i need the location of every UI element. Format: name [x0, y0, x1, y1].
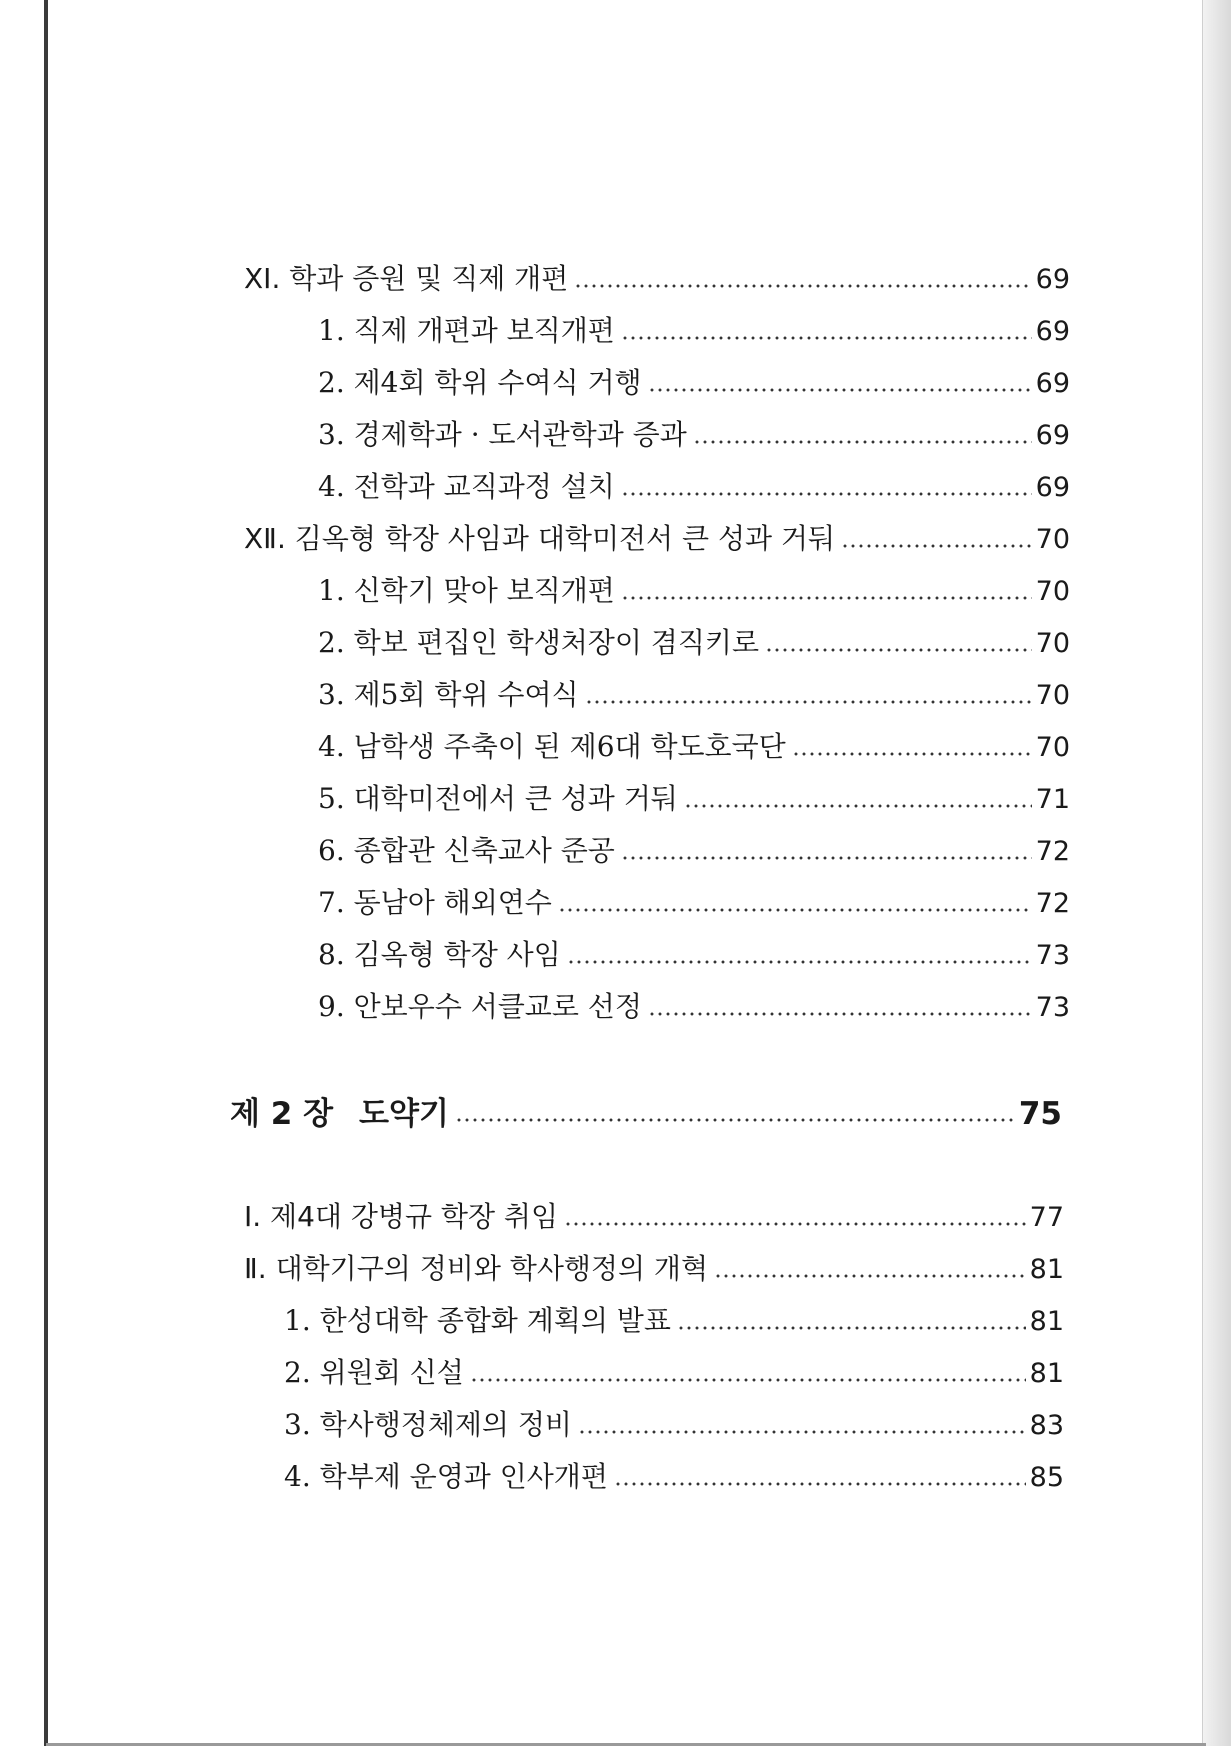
- toc-page-number: 73: [1035, 940, 1070, 971]
- dot-leader: [614, 1446, 1026, 1486]
- toc-item-title: 1. 직제 개편과 보직개편: [318, 314, 615, 347]
- toc-page-number: 69: [1035, 316, 1070, 347]
- toc-item-title: 3. 경제학과 · 도서관학과 증과: [318, 418, 687, 451]
- toc-item: [318, 352, 1070, 399]
- toc-item-title: 4. 전학과 교직과정 설치: [318, 470, 615, 503]
- toc-item: [318, 456, 1070, 503]
- toc-item-title: 6. 종합관 신축교사 준공: [318, 834, 615, 867]
- toc-item: [318, 820, 1070, 867]
- toc-item-title: 1. 신학기 맞아 보직개편: [318, 574, 615, 607]
- dot-leader: [574, 248, 1031, 288]
- toc-item: [318, 768, 1070, 815]
- toc-item-title: 2. 위원회 신설: [284, 1356, 464, 1389]
- toc-page-number: 85: [1029, 1462, 1064, 1493]
- toc-item-title: 2. 제4회 학위 수여식 거행: [318, 366, 642, 399]
- toc-page-number: 69: [1035, 264, 1070, 295]
- dot-leader: [564, 1186, 1026, 1226]
- dot-leader: [648, 352, 1032, 392]
- toc-section-title: ⅩⅠ. 학과 증원 및 직제 개편: [244, 262, 569, 295]
- dot-leader: [621, 820, 1032, 860]
- toc-page-number: 69: [1035, 420, 1070, 451]
- toc-item: [318, 612, 1070, 659]
- toc-page-number: 69: [1035, 472, 1070, 503]
- toc-item-title: 9. 안보우수 서클교로 선정: [318, 990, 642, 1023]
- toc-page-number: 72: [1035, 888, 1070, 919]
- toc-page-number: 70: [1035, 732, 1070, 763]
- toc-item-title: 2. 학보 편집인 학생처장이 겸직키로: [318, 626, 759, 659]
- dot-leader: [714, 1238, 1026, 1278]
- toc-item-title: 4. 학부제 운영과 인사개편: [284, 1460, 608, 1493]
- toc-page-number: 70: [1035, 576, 1070, 607]
- toc-item: [284, 1342, 1064, 1389]
- toc-chapter-2: [230, 1080, 1062, 1132]
- dot-leader: [792, 716, 1032, 756]
- dot-leader: [455, 1080, 1015, 1124]
- toc-item-title: 7. 동남아 해외연수: [318, 886, 552, 919]
- toc-section-2: [244, 1238, 1064, 1285]
- toc-item: [318, 300, 1070, 347]
- toc-page-number: 77: [1029, 1202, 1064, 1233]
- toc-chapter-title: [230, 1092, 455, 1136]
- dot-leader: [585, 664, 1032, 704]
- toc-section-title: Ⅱ. 대학기구의 정비와 학사행정의 개혁: [244, 1252, 709, 1285]
- dot-leader: [693, 404, 1032, 444]
- toc-page-number: 73: [1035, 992, 1070, 1023]
- dot-leader: [558, 872, 1032, 912]
- toc-chapter-name: 도약기: [359, 1096, 449, 1132]
- toc-item-title: 3. 제5회 학위 수여식: [318, 678, 579, 711]
- toc-page-number: 70: [1035, 680, 1070, 711]
- dot-leader: [621, 456, 1032, 496]
- toc-page-number: 72: [1035, 836, 1070, 867]
- toc-item: [318, 404, 1070, 451]
- toc-item: [318, 716, 1070, 763]
- toc-page-number: 81: [1029, 1306, 1064, 1337]
- dot-leader: [567, 924, 1032, 964]
- toc-item-title: 4. 남학생 주축이 된 제6대 학도호국단: [318, 730, 786, 763]
- toc-section-11: [244, 248, 1070, 295]
- dot-leader: [765, 612, 1032, 652]
- toc-item-title: 5. 대학미전에서 큰 성과 거둬: [318, 782, 678, 815]
- toc-chapter-label: 제 2 장: [230, 1096, 334, 1132]
- toc-item: [318, 924, 1070, 971]
- toc-page-number: 71: [1035, 784, 1070, 815]
- toc-item: [284, 1394, 1064, 1441]
- dot-leader: [648, 976, 1032, 1016]
- toc-section-1: [244, 1186, 1064, 1233]
- toc-item: [318, 976, 1070, 1023]
- toc-page-number: 81: [1029, 1358, 1064, 1389]
- toc-item: [318, 560, 1070, 607]
- toc-item-title: 1. 한성대학 종합화 계획의 발표: [284, 1304, 671, 1337]
- toc-item: [318, 664, 1070, 711]
- toc-page-number: 70: [1035, 628, 1070, 659]
- toc-page-number: 75: [1018, 1096, 1062, 1132]
- toc-section-12: [244, 508, 1070, 555]
- toc-section-title: ⅩⅡ. 김옥형 학장 사임과 대학미전서 큰 성과 거둬: [244, 522, 836, 555]
- dot-leader: [841, 508, 1032, 548]
- toc-section-title: Ⅰ. 제4대 강병규 학장 취임: [244, 1200, 559, 1233]
- toc-item-title: 8. 김옥형 학장 사임: [318, 938, 561, 971]
- dot-leader: [621, 560, 1032, 600]
- toc-item: [284, 1446, 1064, 1493]
- dot-leader: [578, 1394, 1026, 1434]
- dot-leader: [621, 300, 1032, 340]
- toc-page-number: 81: [1029, 1254, 1064, 1285]
- toc-page-number: 70: [1035, 524, 1070, 555]
- toc-item: [284, 1290, 1064, 1337]
- toc-item-title: 3. 학사행정체제의 정비: [284, 1408, 572, 1441]
- dot-leader: [677, 1290, 1026, 1330]
- toc-item: [318, 872, 1070, 919]
- dot-leader: [470, 1342, 1026, 1382]
- dot-leader: [684, 768, 1032, 808]
- toc-page-number: 69: [1035, 368, 1070, 399]
- toc-page-number: 83: [1029, 1410, 1064, 1441]
